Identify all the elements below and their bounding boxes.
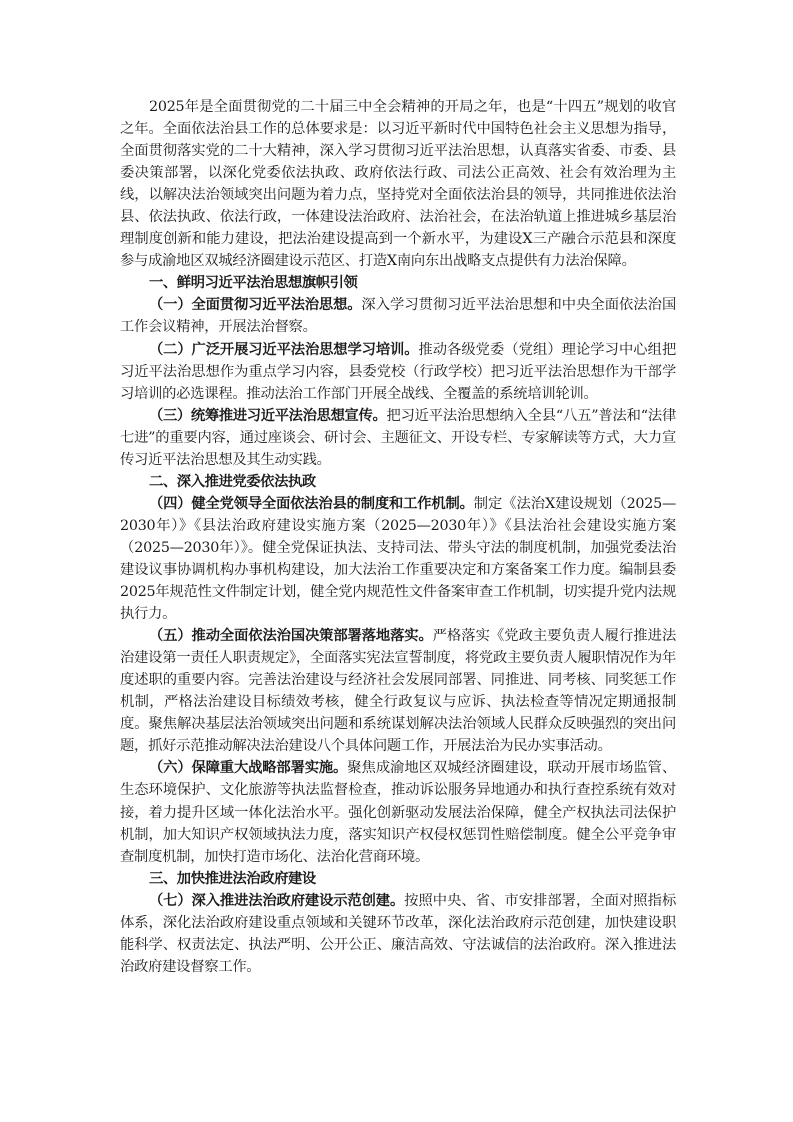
item-paragraph-7 [120, 890, 676, 978]
item-title: （三）统筹推进习近平法治思想宣传。 [149, 407, 387, 424]
item-paragraph-3 [120, 405, 676, 471]
item-title: （七）深入推进法治政府建设示范创建。 [149, 892, 405, 909]
item-paragraph-2 [120, 339, 676, 405]
item-title: （四）健全党领导全面依法治县的制度和工作机制。 [149, 495, 474, 512]
item-title: （六）保障重大战略部署实施。 [149, 760, 348, 777]
item-paragraph-4 [120, 493, 676, 625]
item-text: 深入学习贯彻习近平法治思想和中央全面依法治国工作会议精神，开展法治督察。 [120, 297, 677, 336]
item-title: （五）推动全面依法治国决策部署落地落实。 [149, 628, 433, 645]
section-heading-2: 二、深入推进党委依法执政 [149, 473, 316, 490]
section-heading-1: 一、鲜明习近平法治思想旗帜引领 [149, 275, 358, 292]
document-body [120, 96, 676, 978]
item-text: 制定《法治X建设规划（2025—2030年）》《县法治政府建设实施方案（2025—2030年）》《县法治社会建设实施方案（2025—2030年）》。健全党保证执法、支持司法、带头守法的制度机制，加强党委法治建设议事协调机构办事机构建设，加大法治工作重要决定和方案备案工作力度。编制县委2025年规范性文件制定计划，健全党内规范性文件备案审查工作机制，切实提升党内法规执行力。 [120, 495, 676, 623]
item-text: 按照中央、省、市安排部署，全面对照指标体系，深化法治政府建设重点领域和关键环节改革，深化法治政府示范创建，加快建设职能科学、权责法定、执法严明、公开公正、廉洁高效、守法诚信的法治政府。深入推进法治政府建设督察工作。 [120, 892, 676, 975]
item-text: 严格落实《党政主要负责人履行推进法治建设第一责任人职责规定》，全面落实宪法宣誓制度，将党政主要负责人履职情况作为年度述职的重要内容。完善法治建设与经济社会发展同部署、同推进、同考核、同奖惩工作机制，严格法治建设目标绩效考核，健全行政复议与应诉、执法检查等情况定期通报制度。聚焦解决基层法治领域突出问题和系统谋划解决法治领域人民群众反映强烈的突出问题，抓好示范推动解决法治建设八个具体问题工作，开展法治为民办实事活动。 [120, 628, 676, 755]
item-title: （二）广泛开展习近平法治思想学习培训。 [149, 341, 419, 358]
item-paragraph-6 [120, 757, 676, 867]
item-text: 聚焦成渝地区双城经济圈建设，联动开展市场监管、生态环境保护、文化旅游等执法监督检查，推动诉讼服务异地通办和执行查控系统有效对接，着力提升区域一体化法治水平。强化创新驱动发展法治保障，健全产权执法司法保护机制，加大知识产权领域执法力度，落实知识产权侵权惩罚性赔偿制度。健全公平竞争审查制度机制，加快打造市场化、法治化营商环境。 [120, 760, 676, 865]
item-paragraph-5 [120, 625, 676, 757]
item-title: （一）全面贯彻习近平法治思想。 [149, 297, 362, 314]
item-text: 把习近平法治思想纳入全县“八五”普法和“法律七进”的重要内容，通过座谈会、研讨会、主题征文、开设专栏、专家解读等方式，大力宣传习近平法治思想及其生动实践。 [120, 407, 676, 468]
intro-paragraph: 2025年是全面贯彻党的二十届三中全会精神的开局之年，也是“十四五”规划的收官之年。全面依法治县工作的总体要求是：以习近平新时代中国特色社会主义思想为指导，全面贯彻落实党的二十大精神，深入学习贯彻习近平法治思想，认真落实省委、市委、县委决策部署，以深化党委依法执政、政府依法行政、司法公正高效、社会有效治理为主线，以解决法治领域突出问题为着力点，坚持党对全面依法治县的领导，共同推进依法治县、依法执政、依法行政，一体建设法治政府、法治社会，在法治轨道上推进城乡基层治理制度创新和能力建设，把法治建设提高到一个新水平，为建设X三产融合示范县和深度参与成渝地区双城经济圈建设示范区、打造X南向东出战略支点提供有力法治保障。 [120, 99, 676, 270]
item-paragraph-1 [120, 294, 676, 338]
item-text: 推动各级党委（党组）理论学习中心组把习近平法治思想作为重点学习内容，县委党校（行政学校）把习近平法治思想作为干部学习培训的必选课程。推动法治工作部门开展全战线、全覆盖的系统培训轮训。 [120, 341, 676, 402]
section-heading-3: 三、加快推进法治政府建设 [149, 870, 316, 887]
